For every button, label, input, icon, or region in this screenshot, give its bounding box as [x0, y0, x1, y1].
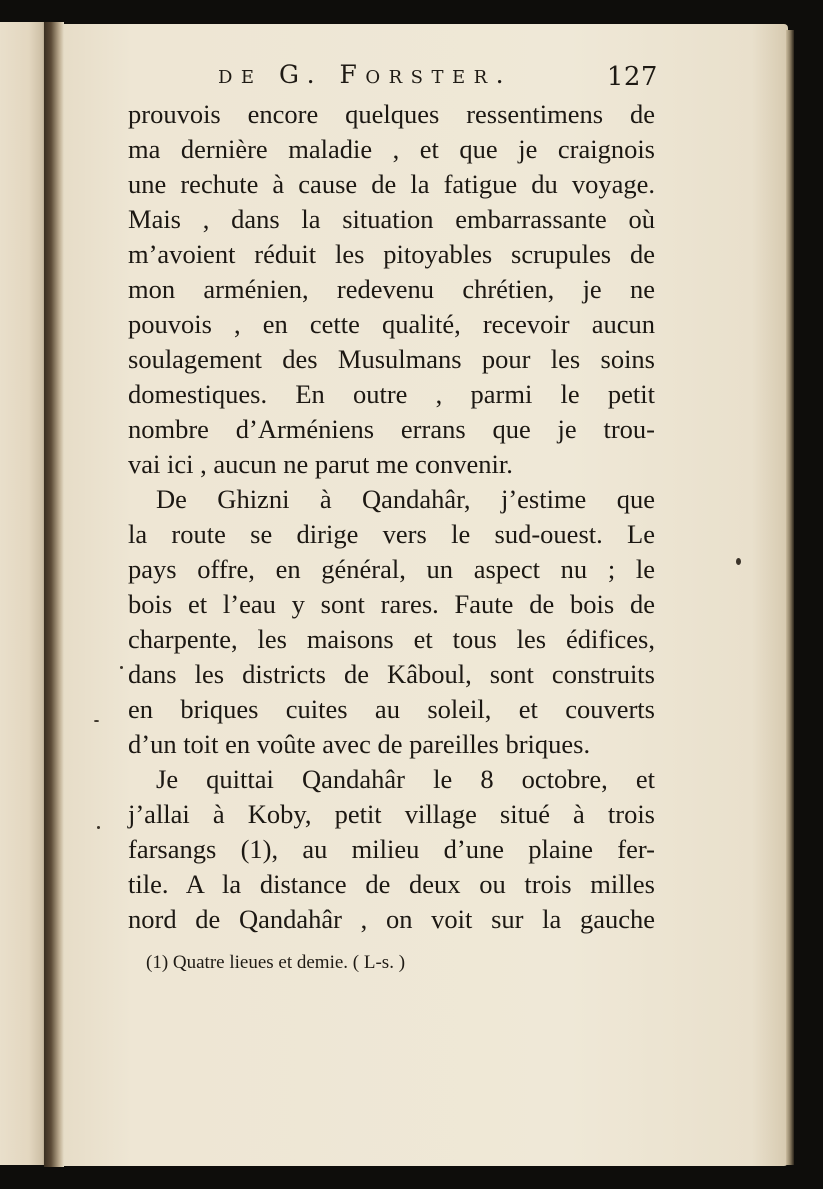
page-number: 127: [606, 62, 658, 92]
text-line: soulagement des Musulmans pour les soins: [128, 344, 655, 374]
paragraph-first-line: De Ghizni à Qandahâr, j’estime que: [156, 484, 655, 514]
page-body-text: [128, 97, 655, 937]
text-line: dans les districts de Kâboul, sont construits: [128, 659, 655, 689]
footnote: (1) Quatre lieues et demie. ( L-s. ): [146, 952, 406, 973]
paper-speck: [97, 826, 100, 829]
book-gutter: [44, 22, 64, 1167]
running-head-title: de G. Forster.: [218, 60, 513, 89]
text-line: j’allai à Koby, petit village situé à trois: [128, 799, 655, 829]
text-line: vai ici , aucun ne parut me convenir.: [128, 449, 513, 479]
text-line: la route se dirige vers le sud-ouest. Le: [128, 519, 655, 549]
paper-speck: [120, 666, 123, 669]
text-line: d’un toit en voûte avec de pareilles briques.: [128, 729, 591, 759]
text-line: ma dernière maladie , et que je craignois: [128, 134, 655, 164]
text-line: charpente, les maisons et tous les édifices,: [128, 624, 655, 654]
text-line: tile. A la distance de deux ou trois milles: [128, 869, 655, 899]
text-line: bois et l’eau y sont rares. Faute de bois de: [128, 589, 655, 619]
text-line: pays offre, en général, un aspect nu ; le: [128, 554, 655, 584]
page-fore-edge: [786, 30, 794, 1165]
text-line: Mais , dans la situation embarrassante où: [128, 204, 655, 234]
facing-page-edge: [0, 22, 48, 1165]
text-line: prouvois encore quelques ressentimens de: [128, 99, 655, 129]
text-line: une rechute à cause de la fatigue du voyage.: [128, 169, 655, 199]
paragraph-first-line: Je quittai Qandahâr le 8 octobre, et: [156, 764, 655, 794]
text-line: domestiques. En outre , parmi le petit: [128, 379, 655, 409]
text-line: nombre d’Arméniens errans que je trou-: [128, 414, 655, 444]
text-line: mon arménien, redevenu chrétien, je ne: [128, 274, 655, 304]
text-line: m’avoient réduit les pitoyables scrupules de: [128, 239, 655, 269]
paper-speck: [94, 720, 99, 722]
text-line: pouvois , en cette qualité, recevoir aucun: [128, 309, 655, 339]
paper-speck: [736, 558, 741, 565]
text-line: en briques cuites au soleil, et couverts: [128, 694, 655, 724]
running-header: [218, 52, 658, 92]
text-line: farsangs (1), au milieu d’une plaine fer-: [128, 834, 655, 864]
text-line: nord de Qandahâr , on voit sur la gauche: [128, 904, 655, 934]
